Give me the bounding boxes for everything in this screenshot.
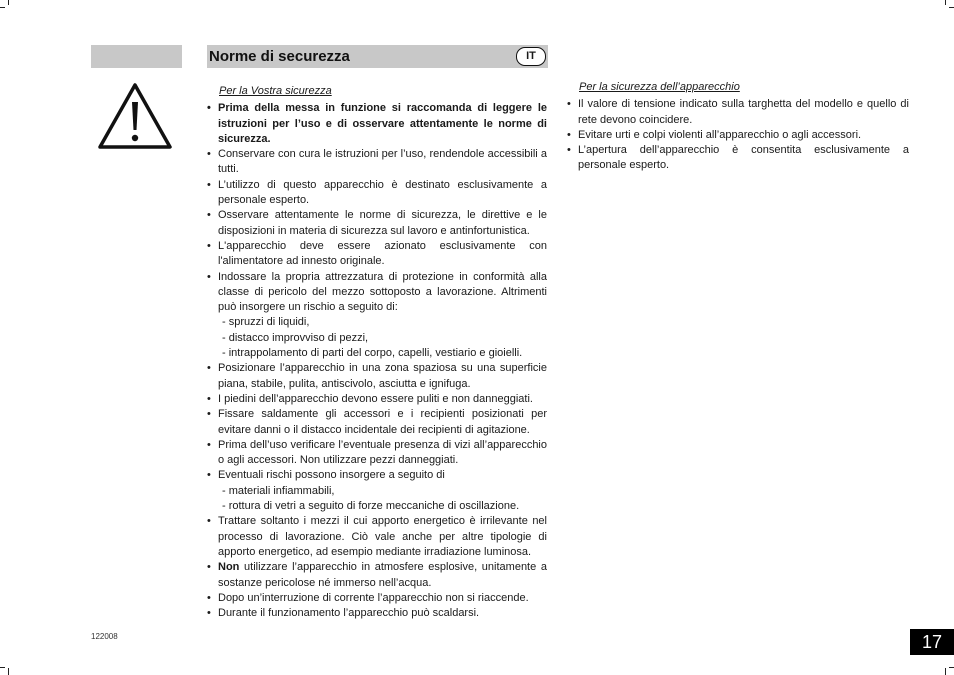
list-item [207,361,547,392]
bullet: • [207,239,211,252]
bullet: • [567,98,571,111]
crop-mark [8,668,9,675]
personal-safety-column [207,84,547,621]
item-text: Il valore di tensione indicato sulla targhetta del modello e quello di rete devono coincidere. [578,98,909,126]
item-text: Evitare urti e colpi violenti all’apparecchio o agli accessori. [578,128,862,141]
document-code: 122008 [91,632,118,641]
bullet: • [207,178,211,191]
list-item [207,560,547,591]
crop-mark [945,668,946,675]
list-item [567,97,909,128]
list-item [207,407,547,438]
list-item [207,270,547,316]
sub-item: - rottura di vetri a seguito di forze meccaniche di oscillazione. [222,500,520,513]
item-text: Durante il funzionamento l’apparecchio può scaldarsi. [218,607,480,620]
bullet: • [207,362,211,375]
item-text: L’utilizzo di questo apparecchio è destinato esclusivamente a personale esperto. [218,178,547,207]
sub-item: - materiali infiammabili, [222,484,335,497]
list-item [567,143,909,174]
bullet: • [207,102,211,115]
list-item [207,147,547,178]
item-text: Prima della messa in funzione si raccomanda di leggere le istruzioni per l’uso e di osservare attentamente le norme di sicurezza. [218,102,547,145]
page-title: Norme di securezza [209,48,350,65]
bullet: • [207,469,211,482]
bullet: • [207,408,211,421]
bullet: • [207,438,211,451]
item-text: Osservare attentamente le norme di sicurezza, le direttive e le disposizioni in materia di sicurezza sul lavoro e antinfortunistica. [218,209,547,237]
bullet: • [207,591,211,604]
item-text: L’apertura dell’apparecchio è consentita esclusivamente a personale esperto. [578,144,909,172]
item-text: Conservare con cura le istruzioni per l’uso, rendendole accessibili a tutti. [218,148,547,176]
list-item [207,591,547,606]
list-item [207,606,547,621]
bullet: • [207,270,211,283]
crop-mark [949,7,954,8]
crop-mark [0,667,5,668]
bullet: • [567,128,571,141]
item-text: Dopo un’interruzione di corrente l’apparecchio non si riaccende. [218,591,529,604]
item-text: Trattare soltanto i mezzi il cui apporto energetico è irrilevante nel processo di lavorazione. Ciò vale anche per altre tipologie di apporto energetico, ad esempio mediante irradiazione luminosa. [218,515,547,558]
list-item [207,101,547,147]
sub-item: - distacco improvviso di pezzi, [222,331,369,344]
item-text: L'apparecchio deve essere azionato esclusivamente con l'alimentatore ad innesto originale. [218,239,547,268]
bullet: • [207,561,211,574]
header-side-block [91,45,182,68]
list-item [207,178,547,209]
crop-mark [949,667,954,668]
language-badge: IT [516,47,546,66]
sub-item: - intrappolamento di parti del corpo, capelli, vestiario e gioielli. [222,347,523,360]
item-text: Eventuali rischi possono insorgere a seguito di [218,469,445,482]
list-item [207,468,547,483]
bullet: • [207,209,211,222]
item-text: I piedini dell’apparecchio devono essere puliti e non danneggiati. [218,392,533,405]
sub-item: - spruzzi di liquidi, [222,316,310,329]
section-title-personal-safety: Per la Vostra sicurezza [219,85,332,97]
item-text: Posizionare l’apparecchio in una zona spaziosa su una superficie piana, stabile, pulita, antiscivolo, asciutta e ignifuga. [218,362,547,390]
crop-mark [945,0,946,5]
bullet: • [207,392,211,405]
list-item [207,438,547,469]
bullet: • [207,148,211,161]
item-text: Prima dell’uso verificare l’eventuale presenza di vizi all’apparecchio o agli accessori. Non utilizzare pezzi danneggiati. [218,438,547,467]
section-title-device-safety: Per la sicurezza dell’apparecchio [579,81,740,93]
list-item [567,128,909,143]
list-item [207,392,547,407]
page-number: 17 [910,629,954,655]
warning-triangle-icon [97,82,173,150]
crop-mark [8,0,9,5]
item-text: Indossare la propria attrezzatura di protezione in conformità alla classe di pericolo del mezzo sottoposto a lavorazione. Altrimenti può insorgere un rischio a seguito di: [218,270,547,314]
section-header [207,45,548,68]
list-item [207,514,547,560]
item-text: utilizzare l’apparecchio in atmosfere esplosive, unitamente a sostanze pericolose né immerso nell’acqua. [218,561,547,589]
bullet: • [567,144,571,157]
bullet: • [207,515,211,528]
bullet: • [207,607,211,620]
item-bold-prefix: Non [218,561,240,574]
device-safety-column [567,80,909,174]
list-item [207,208,547,239]
crop-mark [0,7,5,8]
list-item [207,239,547,270]
item-text: Fissare saldamente gli accessori e i recipienti posizionati per evitare danni o il distacco incidentale dei recipienti di agitazione. [218,408,547,436]
